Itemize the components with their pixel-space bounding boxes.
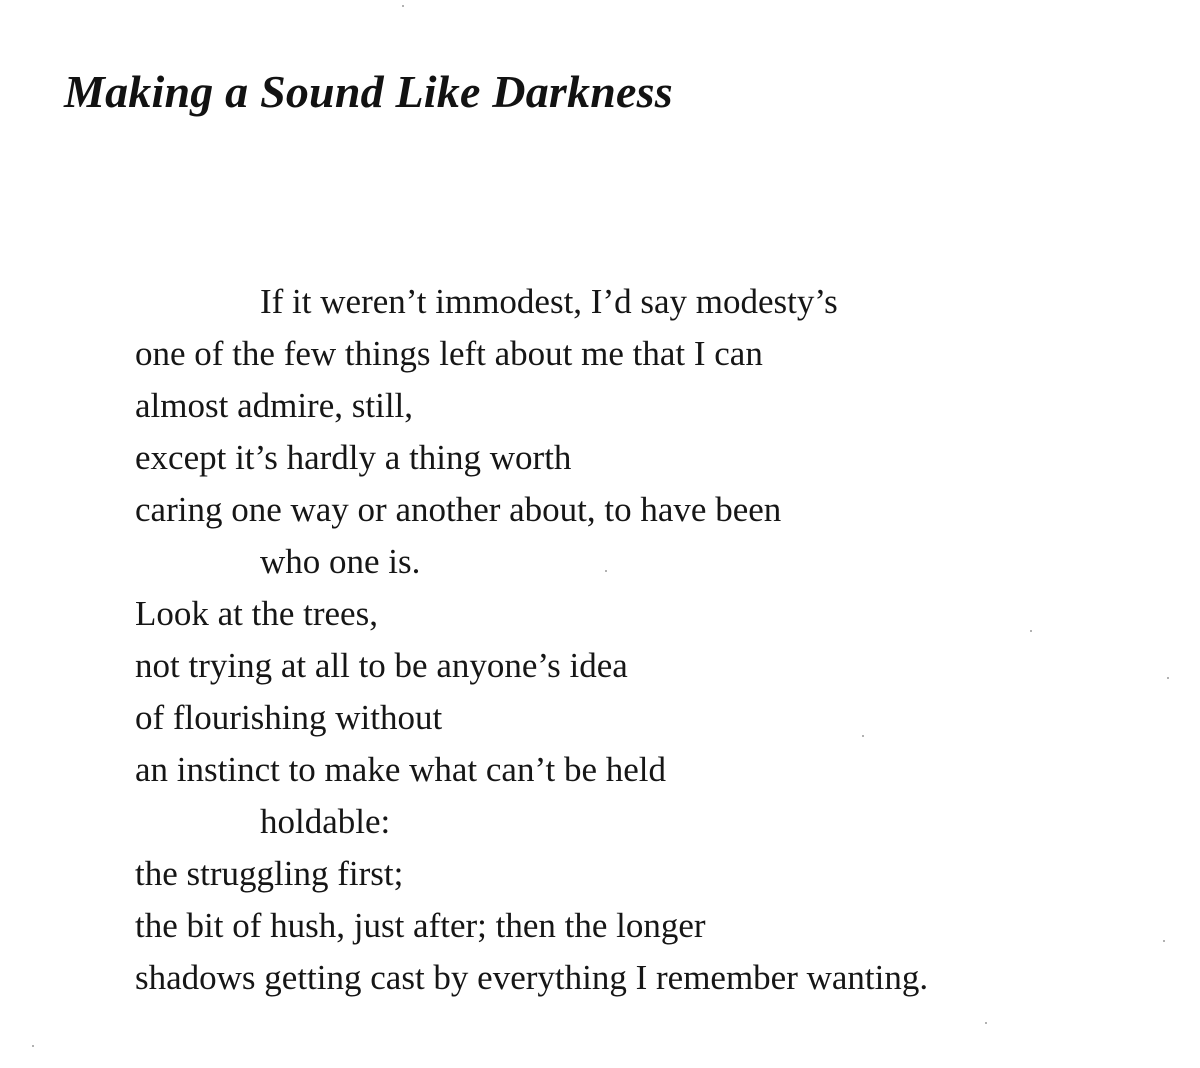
poem-line: the bit of hush, just after; then the longer bbox=[135, 906, 706, 945]
poem-line: Look at the trees, bbox=[135, 594, 378, 633]
poem-line: not trying at all to be anyone’s idea bbox=[135, 646, 628, 685]
poem-line: an instinct to make what can’t be held bbox=[135, 750, 666, 789]
poem-line: almost admire, still, bbox=[135, 386, 414, 425]
poem-line: holdable: bbox=[260, 802, 391, 841]
poem-body bbox=[135, 276, 928, 1004]
poem-line: who one is. bbox=[260, 542, 421, 581]
poem-line: except it’s hardly a thing worth bbox=[135, 438, 572, 477]
poem-line: caring one way or another about, to have been bbox=[135, 490, 782, 529]
scan-speck bbox=[1167, 677, 1169, 679]
scan-speck bbox=[1030, 630, 1032, 632]
poem-title: Making a Sound Like Darkness bbox=[64, 66, 673, 117]
scan-speck bbox=[1163, 940, 1165, 942]
scan-speck bbox=[862, 735, 864, 737]
scan-speck bbox=[605, 570, 607, 572]
poem-line: If it weren’t immodest, I’d say modesty’s bbox=[260, 282, 838, 321]
poem-line: the struggling first; bbox=[135, 854, 404, 893]
scan-speck bbox=[985, 1022, 987, 1024]
poem-line: one of the few things left about me that I can bbox=[135, 334, 763, 373]
poem-line: of flourishing without bbox=[135, 698, 443, 737]
scan-speck bbox=[402, 5, 404, 7]
scan-speck bbox=[32, 1045, 34, 1047]
poem-line: shadows getting cast by everything I remember wanting. bbox=[135, 958, 929, 997]
